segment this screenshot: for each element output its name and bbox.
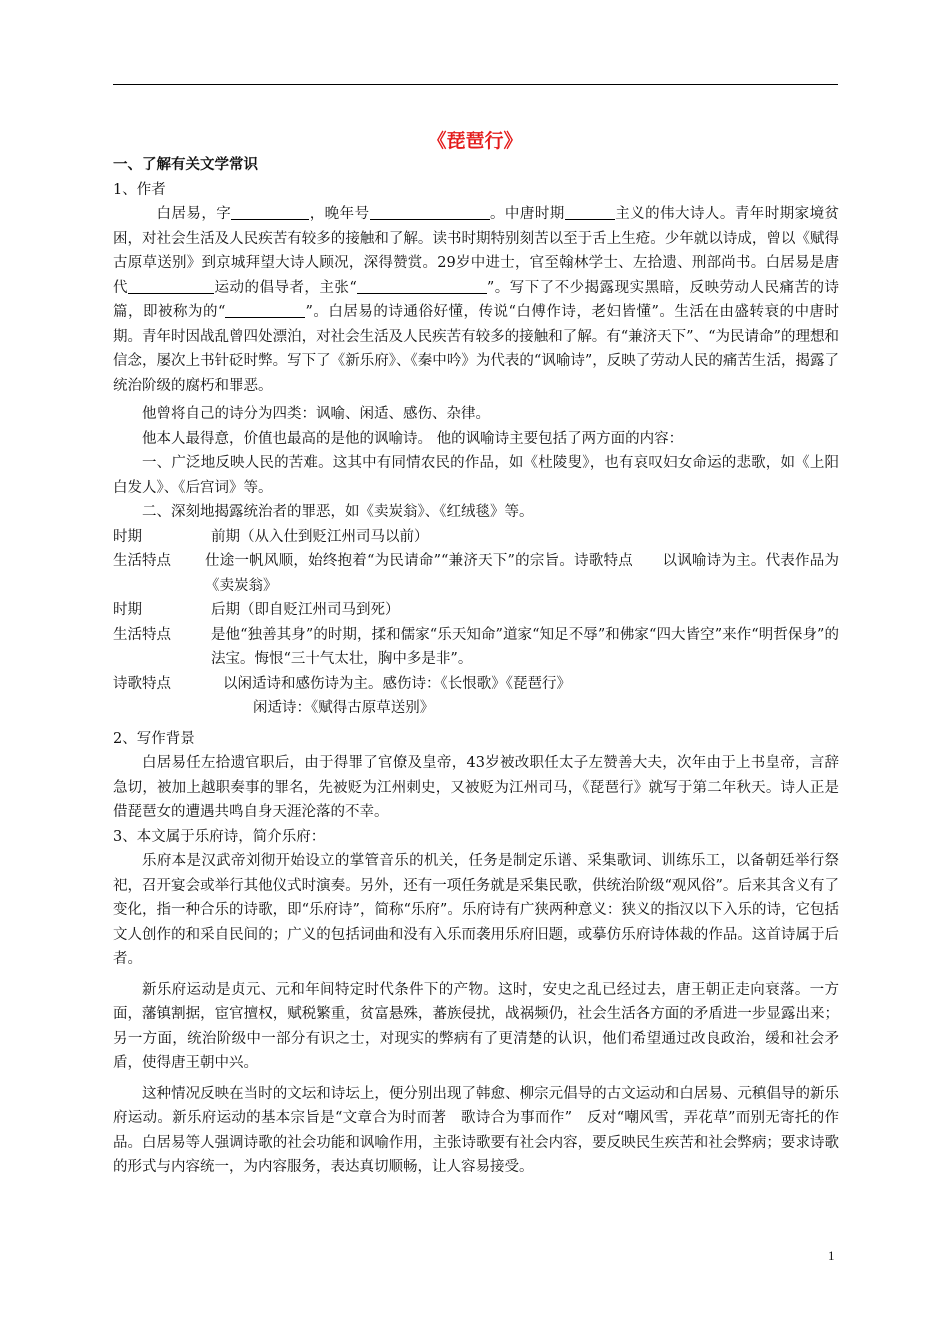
author-label: 1、作者 — [113, 181, 166, 198]
poem-feature-value: 以闲适诗和感伤诗为主。感伤诗：《长恨歌》《琵琶行》 — [223, 675, 571, 692]
blank-courtesy-name[interactable] — [231, 204, 309, 220]
poem-feature-label: 诗歌特点 — [113, 675, 171, 692]
poem-feature-value-2: 闲适诗：《赋得古原草送别》 — [253, 700, 435, 716]
blank-literary-ism[interactable] — [565, 204, 615, 220]
period-early-row — [113, 525, 839, 550]
document-body — [113, 153, 839, 1180]
yuefu-paragraph: 乐府本是汉武帝刘彻开始设立的掌管音乐的机关，任务是制定乐谱、采集歌词、训练乐工，以备朝廷举行祭祀，召开宴会或举行其他仪式时演奏。另外，还有一项任务就是采集民歌，供统治阶级“观风俗”。后来其含义有了变化，指一种合乐的诗歌，即“乐府诗”，简称“乐府”。乐府诗有广狭两种意义：狭义的指汉以下入乐的诗，它包括文人创作的和采自民间的；广义的包括词曲和没有入乐而袭用乐府旧题，或摹仿乐府诗体裁的作品。这首诗属于后者。 — [113, 853, 839, 967]
satire-point-two: 二、深刻地揭露统治者的罪恶，如《卖炭翁》、《红绒毯》等。 — [142, 504, 534, 520]
new-yuefu-paragraph: 新乐府运动是贞元、元和年间特定时代条件下的产物。这时，安史之乱已经过去，唐王朝正走向衰落。一方面，藩镇割据，宦官擅权，赋税繁重，贫富悬殊，蕃族侵扰，战祸频仍，社会生活各方面的矛盾进一步显露出来；另一方面，统治阶级中一部分有识之士，对现实的弊病有了更清楚的认识，他们希望通过改良政治，缓和社会矛盾，使得唐王朝中兴。 — [113, 981, 839, 1071]
page-number: 1 — [828, 1248, 835, 1263]
life-early-label: 生活特点 — [113, 553, 171, 569]
period-late-row — [113, 598, 839, 623]
period-late-label: 时期 — [113, 602, 142, 618]
background-paragraph: 白居易任左拾遗官职后，由于得罪了官僚及皇帝，43岁被改职任太子左赞善大夫，次年由于上书皇帝，言辞急切，被加上越职奏事的罪名，先被贬为江州刺史，又被贬为江州司马，《琵琶行》就写于第二年秋天。诗人正是借琵琶女的遭遇共鸣自身天涯沦落的不幸。 — [113, 755, 839, 820]
blank-movement[interactable] — [128, 278, 214, 294]
satire-intro: 他本人最得意，价值也最高的是他的讽喻诗。 他的讽喻诗主要包括了两方面的内容： — [142, 430, 684, 447]
period-late-value: 后期（即自贬江州司马到死） — [211, 602, 400, 618]
period-early-value: 前期（从入仕到贬江州司马以前） — [211, 528, 429, 545]
document-title: 《琵琶行》 — [427, 130, 523, 152]
blank-poem-type[interactable] — [225, 302, 305, 318]
life-late-row — [113, 623, 839, 672]
movement-paragraph: 这种情况反映在当时的文坛和诗坛上，便分别出现了韩愈、柳宗元倡导的古文运动和白居易、元稹倡导的新乐府运动。新乐府运动的基本宗旨是“文章合为时而著 歌诗合为事而作” 反对“嘲风雪，弄花草”而别无寄托的作品。白居易等人强调诗歌的社会功能和讽喻作用，主张诗歌要有社会内容，要反映民生疾苦和社会弊病；要求诗歌的形式与内容统一，为内容服务，表达真切顺畅，让人容易接受。 — [113, 1085, 839, 1175]
life-early-value: 仕途一帆风顺，始终抱着“为民请命”“兼济天下”的宗旨。诗歌特点 以讽喻诗为主。代表作品为《卖炭翁》 — [205, 553, 839, 594]
life-late-value: 是他“独善其身”的时期，揉和儒家“乐天知命”道家“知足不辱”和佛家“四大皆空”来作“明哲保身”的法宝。悔恨“三十气太壮，胸中多是非”。 — [211, 626, 839, 667]
poem-feature-row — [113, 672, 839, 697]
section3-heading: 3、本文属于乐府诗，简介乐府： — [113, 828, 326, 845]
life-early-row — [113, 549, 839, 598]
header-rule — [113, 84, 838, 85]
poem-categories: 他曾将自己的诗分为四类：讽喻、闲适、感伤、杂律。 — [142, 406, 490, 422]
author-paragraph: 白居易，字 ，晚年号 。中唐时期 主义的伟大诗人。青年时期家境贫困，对社会生活及人民疾苦有较多的接触和了解。读书时期特别刻苦以至于舌上生疮。少年就以诗成，曾以《赋得古原草送别》到京城拜望大诗人顾况，深得赞赏。29岁中进士，官至翰林学士、左拾遗、刑部尚书。白居易是唐代 运动的倡导者，主张“ ”。写下了不少揭露现实黑暗，反映劳动人民痛苦的诗篇，即被称为的“ ”。白居易的诗通俗好懂，传说“白傅作诗，老妇皆懂”。生活在由盛转衰的中唐时期。青年时因战乱曾四处漂泊，对社会生活及人民疾苦有较多的接触和了解。有“兼济天下”、“为民请命”的理想和信念，屡次上书针砭时弊。写下了《新乐府》、《秦中吟》为代表的“讽喻诗”，反映了劳动人民的痛苦生活，揭露了统治阶级的腐朽和罪恶。 — [113, 206, 840, 394]
section2-heading: 2、写作背景 — [113, 730, 195, 747]
blank-advocacy[interactable] — [357, 278, 487, 294]
section1-heading: 一、了解有关文学常识 — [113, 157, 258, 173]
life-late-label: 生活特点 — [113, 626, 171, 643]
satire-point-one: 一、广泛地反映人民的苦难。这其中有同情农民的作品，如《杜陵叟》，也有哀叹妇女命运的悲歌，如《上阳白发人》、《后宫词》等。 — [113, 455, 839, 496]
blank-pseudonym[interactable] — [370, 204, 490, 220]
period-early-label: 时期 — [113, 528, 142, 545]
